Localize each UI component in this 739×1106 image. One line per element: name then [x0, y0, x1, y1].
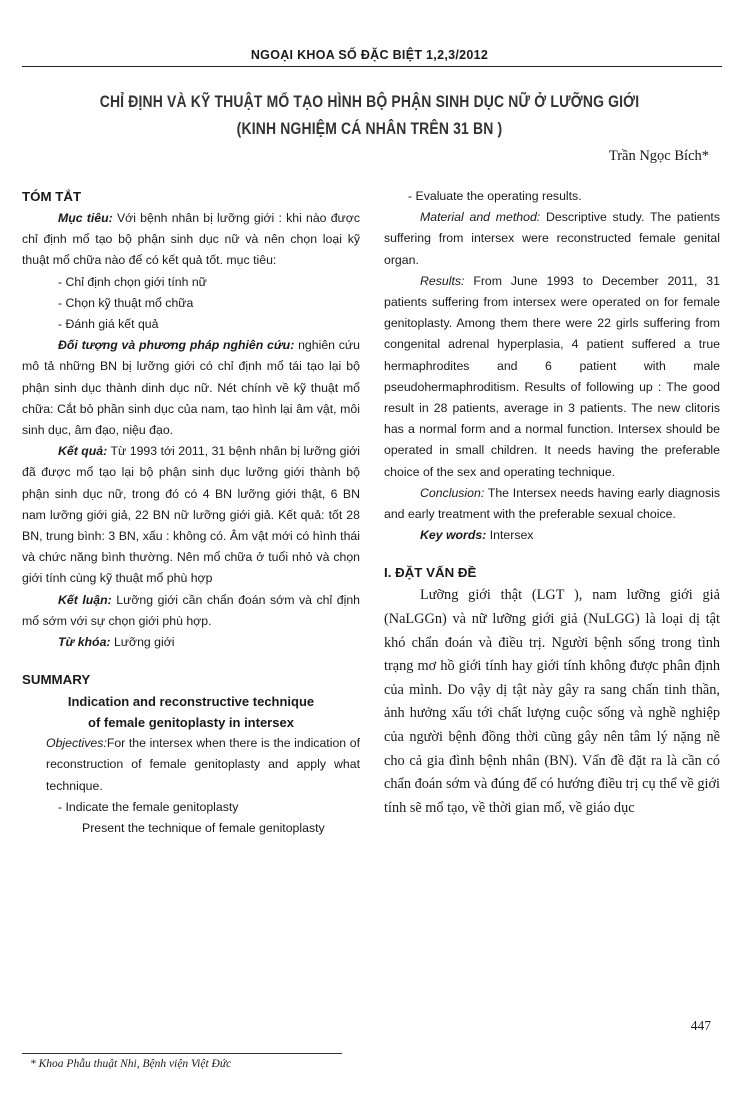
ketluan-label: Kết luận: [58, 592, 112, 607]
spacer [22, 653, 360, 669]
conclusion-label: Conclusion: [420, 485, 485, 500]
conclusion-text: The Intersex needs having early diagnosis and early treatment with the preferable sexual choice. [384, 485, 720, 522]
ketqua-label: Kết quả: [58, 444, 108, 459]
summary-conclusion [384, 483, 720, 525]
tomtat-muctieu [22, 208, 360, 272]
summary-subtitle-1: Indication and reconstructive technique [67, 694, 315, 710]
keywords-label: Key words: [420, 528, 487, 543]
results-label: Results: [420, 273, 465, 288]
footnote-divider [22, 1053, 342, 1054]
doituong-label: Đối tượng và phương pháp nghiên cứu: [58, 338, 295, 353]
keywords-text: Intersex [489, 528, 534, 543]
muctieu-text: Với bệnh nhân bị lưỡng giới : khi nào được chỉ định mổ tạo bộ phận sinh dục nữ và nên chọn loại kỹ thuật mổ chữa nào để có kết quả tốt. mục tiêu: [22, 211, 360, 268]
tomtat-doituong [22, 335, 360, 441]
tomtat-tukhoa [22, 632, 360, 653]
right-column [384, 186, 720, 820]
objectives-label: Objectives: [46, 736, 107, 751]
muctieu-item: - Chỉ định chọn giới tính nữ [58, 274, 207, 289]
section1-heading: I. ĐẶT VẤN ĐỀ [384, 565, 477, 581]
muctieu-label: Mục tiêu: [58, 211, 113, 225]
summary-material [384, 207, 720, 271]
tukhoa-text: Lưỡng giới [113, 635, 175, 650]
objectives-item: - Evaluate the operating results. [408, 189, 582, 203]
muctieu-item: - Chọn kỹ thuật mổ chữa [58, 295, 194, 310]
objectives-item: - Indicate the female genitoplasty [58, 799, 239, 814]
tomtat-heading: TÓM TẮT [22, 189, 82, 204]
objectives-item: Present the technique of female genitoplasty [82, 821, 325, 836]
summary-keywords [384, 525, 720, 546]
results-text: From June 1993 to December 2011, 31 patients suffering from intersex were operated on for female genitoplasty. Among them there were 22 girls suffering from congenital adrenal hyperplasia, 4 patient suffered a true hermaphrodites and 6 patient with male pseudohermaphroditism. Results of following up : The good result in 28 patients, average in 3 patients. The new clitoris has a normal form and a normal function. Intersex should be operated in small children. It needs having the preferable choice of the sex and operating technique. [384, 273, 720, 479]
muctieu-item: - Đánh giá kết quả [58, 317, 159, 332]
doituong-text: nghiên cứu mô tả những BN bị lưỡng giới có chỉ định mổ tái tạo lại bộ phận sinh dục thành dinh dục nữ. Nét chính về kỹ thuật mổ chữa: Cắt bỏ phần sinh dục của nam, tạo hình lại âm vật, môi sinh dục, âm đạo, niệu đạo. [22, 338, 361, 438]
header-divider [22, 66, 722, 67]
article-title-line1: CHỈ ĐỊNH VÀ KỸ THUẬT MỔ TẠO HÌNH BỘ PHẬN SINH DỤC NỮ Ở LƯỠNG GIỚI [99, 92, 640, 111]
summary-subtitle-2: of female genitoplasty in intersex [88, 715, 294, 731]
ketluan-text: Lưỡng giới cần chẩn đoán sớm và chỉ định mổ sớm với sự chọn giới phù hợp. [22, 592, 361, 628]
tomtat-ketqua [22, 441, 360, 589]
left-column [22, 186, 360, 839]
ketqua-text: Từ 1993 tới 2011, 31 bệnh nhân bị lưỡng giới đã được mổ tạo lại bộ phận sinh dục lưỡng giới thành bộ phận sinh dục nữ, trong đó có 4 BN lưỡng giới thật, 6 BN nam lưỡng giới giả, 22 BN nữ lưỡng giới giả. Kết quả: tốt 28 BN, trung bình: 3 BN, xấu : không có. Âm vật mới có hình thái và chức năng bình thường. Nên mổ chữa ở tuổi nhỏ và chọn giới tính cùng kỹ thuật mổ phù hợp [22, 444, 360, 586]
article-title-line2: (KINH NGHIỆM CÁ NHÂN TRÊN 31 BN ) [236, 119, 503, 138]
material-text: Descriptive study. The patients suffering from intersex were reconstructed female genital organ. [384, 210, 720, 267]
running-header: NGOẠI KHOA SỐ ĐẶC BIỆT 1,2,3/2012 [250, 48, 489, 62]
tukhoa-label: Từ khóa: [58, 635, 111, 650]
summary-results [384, 271, 720, 483]
footnote: * Khoa Phẫu thuật Nhi, Bệnh viện Việt Đức [30, 1058, 232, 1070]
material-label: Material and method: [420, 210, 541, 225]
tomtat-ketluan [22, 590, 360, 632]
spacer [384, 546, 720, 562]
summary-objectives [22, 733, 360, 797]
summary-heading: SUMMARY [22, 672, 91, 688]
page-number: 447 [690, 1018, 711, 1033]
section1-text: Lưỡng giới thật (LGT ), nam lưỡng giới giả (NaLGGn) và nữ lưỡng giới giả (NuLGG) là loại dị tật khó chẩn đoán và điều trị. Người bệnh sống trong tình trạng mơ hồ giới tính hay giới tính không được phân định của mình. Do vậy dị tật này gây ra sang chấn tinh thần, ảnh hưởng xấu tới chất lượng cuộc sống và nghề nghiệp của người bệnh đồng thời cũng gây nên tâm lý nặng nề cho cả gia đình bệnh nhân (BN). Vấn đề đặt ra là cần có chẩn đoán sớm và đúng để có hướng điều trị cụ thể về giới tính sẽ mổ tạo, về thời gian mổ, về giáo dục [384, 587, 720, 816]
objectives-text: For the intersex when there is the indication of reconstruction of female genitoplasty and apply what technique. [46, 736, 360, 793]
author: Trần Ngọc Bích* [608, 148, 709, 164]
